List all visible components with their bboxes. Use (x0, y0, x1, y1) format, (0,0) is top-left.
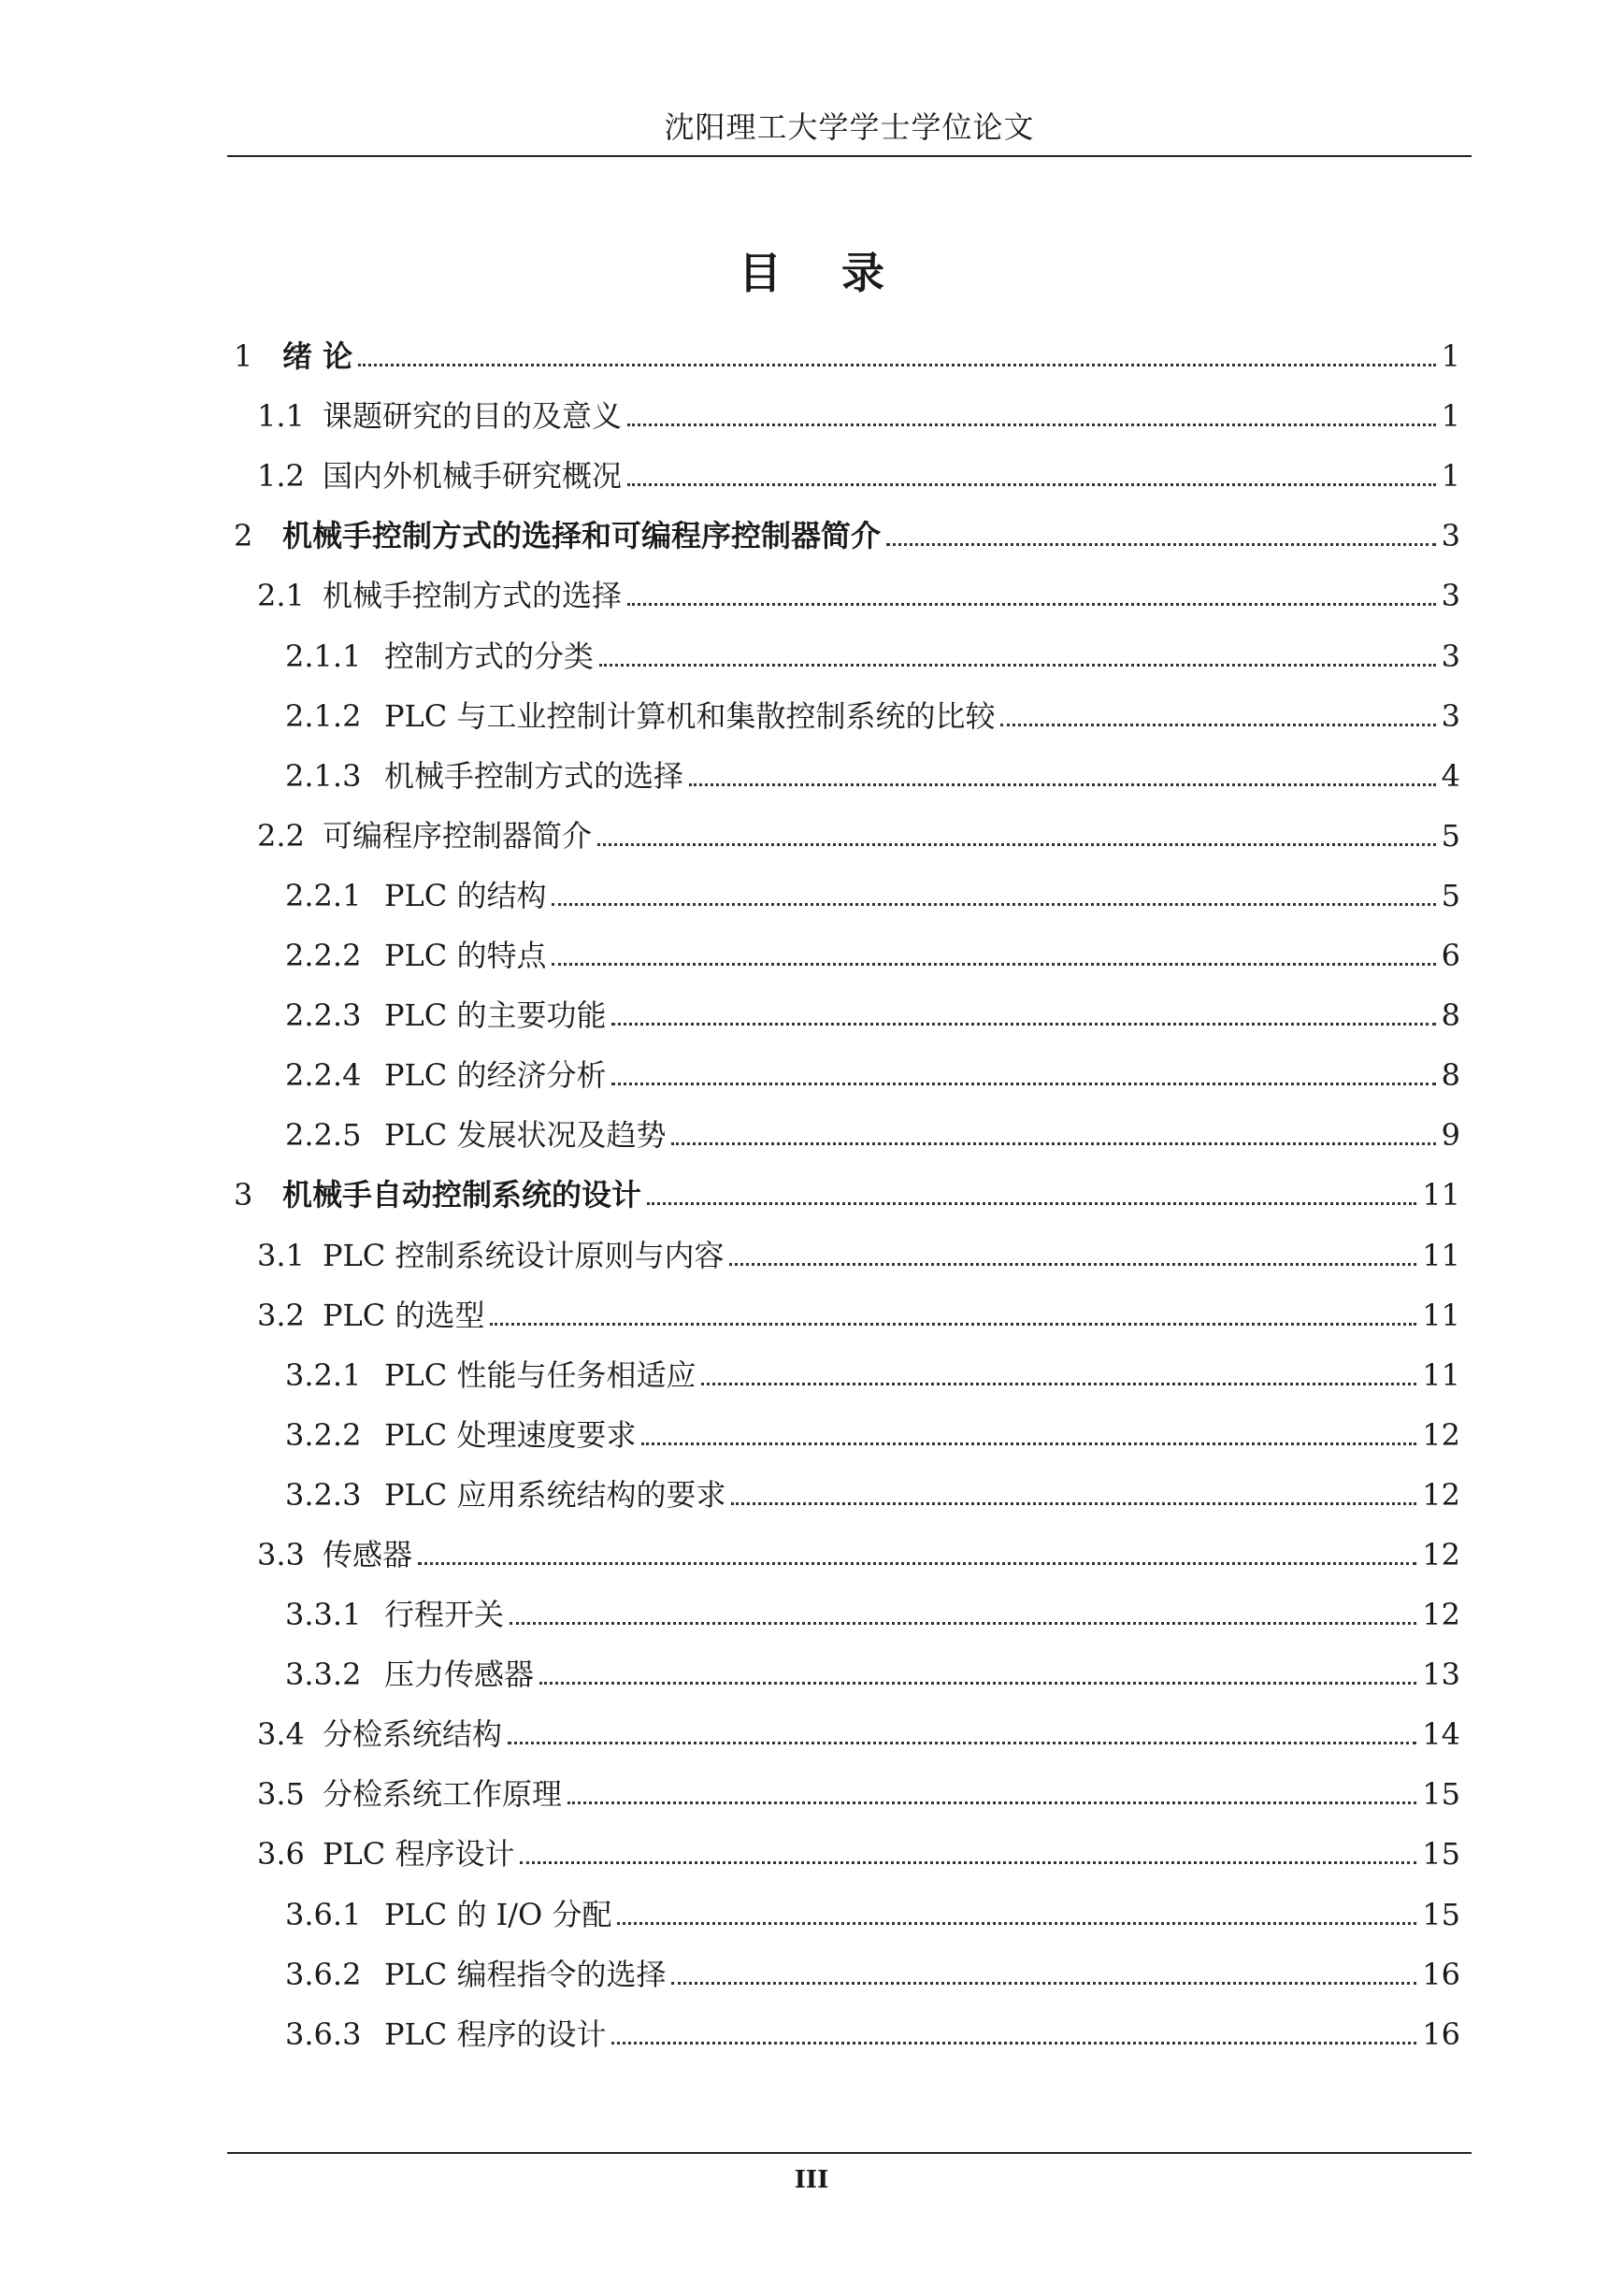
toc-dot-leader (729, 1263, 1416, 1266)
toc-entry[interactable] (234, 334, 1460, 379)
toc-dot-leader (418, 1562, 1416, 1565)
toc-entry-title: 分检系统工作原理 (323, 1776, 563, 1812)
toc-entry-page: 15 (1422, 1776, 1460, 1812)
toc-entry-number: 2 (234, 518, 253, 553)
toc-entry-number: 2.2 (257, 818, 305, 854)
toc-entry-page: 3 (1441, 639, 1460, 674)
toc-entry-title: 传感器 (323, 1537, 413, 1572)
toc-entry-number: 2.1.3 (285, 758, 362, 794)
toc-entry[interactable] (257, 453, 1460, 498)
toc-entry[interactable] (285, 1952, 1460, 1997)
toc-dot-leader (627, 423, 1436, 426)
toc-dot-leader (701, 1383, 1416, 1385)
toc-dot-leader (490, 1323, 1416, 1326)
toc-entry-page: 13 (1422, 1657, 1460, 1692)
toc-dot-leader (1000, 724, 1435, 726)
toc-entry-number: 3.3 (257, 1537, 305, 1572)
toc-entry-page: 1 (1441, 398, 1460, 434)
toc-entry-title: 机械手控制方式的选择 (323, 578, 623, 613)
toc-entry-page: 1 (1441, 338, 1460, 374)
toc-entry-number: 2.2.2 (285, 938, 362, 973)
toc-entry-number: 2.2.3 (285, 997, 362, 1033)
toc-dot-leader (689, 783, 1436, 786)
toc-entry-page: 12 (1422, 1417, 1460, 1453)
toc-entry-title: PLC 的结构 (384, 878, 547, 913)
toc-entry-page: 15 (1422, 1836, 1460, 1872)
toc-entry[interactable] (285, 634, 1460, 679)
toc-dot-leader (520, 1861, 1416, 1864)
toc-entry-page: 3 (1441, 698, 1460, 734)
toc-dot-leader (671, 1142, 1435, 1145)
toc-entry-number: 3.2 (257, 1298, 305, 1333)
toc-dot-leader (647, 1202, 1416, 1205)
toc-entry-number: 3.6.1 (285, 1897, 362, 1932)
toc-entry-page: 1 (1441, 458, 1460, 494)
toc-entry[interactable] (285, 873, 1460, 918)
toc-entry-number: 2.1.1 (285, 639, 362, 674)
toc-dot-leader (611, 2042, 1416, 2045)
toc-entry-title: 机械手控制方式的选择和可编程序控制器简介 (282, 518, 882, 553)
toc-entry[interactable] (257, 1293, 1460, 1338)
toc-entry-number: 1 (234, 338, 253, 374)
toc-entry-title: PLC 程序设计 (323, 1836, 515, 1872)
toc-entry-page: 14 (1422, 1716, 1460, 1752)
toc-entry-page: 12 (1422, 1477, 1460, 1513)
toc-entry-number: 3.6.3 (285, 2016, 362, 2052)
toc-entry-title: PLC 性能与任务相适应 (384, 1357, 697, 1393)
toc-entry[interactable] (234, 513, 1460, 558)
toc-dot-leader (552, 963, 1435, 966)
toc-entry[interactable] (257, 1831, 1460, 1876)
toc-entry-number: 3.6.2 (285, 1957, 362, 1992)
toc-entry[interactable] (285, 694, 1460, 739)
toc-entry-title: 绪 论 (282, 338, 353, 374)
toc-entry-number: 2.1 (257, 578, 305, 613)
toc-dot-leader (641, 1442, 1416, 1445)
toc-entry-page: 12 (1422, 1537, 1460, 1572)
toc-entry-title: 可编程序控制器简介 (323, 818, 593, 854)
toc-entry[interactable] (285, 993, 1460, 1038)
toc-entry-title: PLC 程序的设计 (384, 2016, 607, 2052)
toc-entry-title: PLC 编程指令的选择 (384, 1957, 667, 1992)
header-rule (227, 155, 1472, 157)
toc-entry[interactable] (257, 1532, 1460, 1577)
toc-entry-page: 9 (1441, 1117, 1460, 1153)
toc-entry-page: 4 (1441, 758, 1460, 794)
toc-entry-title: PLC 的主要功能 (384, 997, 607, 1033)
toc-entry[interactable] (285, 2012, 1460, 2057)
toc-dot-leader (508, 1742, 1416, 1744)
toc-entry-title: 分检系统结构 (323, 1716, 503, 1752)
toc-entry-title: PLC 处理速度要求 (384, 1417, 637, 1453)
toc-entry-number: 2.2.5 (285, 1117, 362, 1153)
toc-entry[interactable] (234, 1172, 1460, 1217)
toc-entry-number: 3.5 (257, 1776, 305, 1812)
toc-dot-leader (510, 1622, 1416, 1625)
toc-dot-leader (611, 1023, 1435, 1026)
toc-entry[interactable] (285, 753, 1460, 798)
toc-entry-title: 课题研究的目的及意义 (323, 398, 623, 434)
toc-entry-number: 2.1.2 (285, 698, 362, 734)
toc-entry-page: 15 (1422, 1897, 1460, 1932)
toc-entry-number: 1.2 (257, 458, 305, 494)
toc-entry-title: 控制方式的分类 (384, 639, 595, 674)
toc-entry-page: 11 (1422, 1298, 1460, 1333)
toc-entry-page: 11 (1422, 1238, 1460, 1273)
toc-entry-page: 5 (1441, 878, 1460, 913)
footer-rule (227, 2152, 1472, 2154)
toc-dot-leader (539, 1682, 1416, 1685)
toc-entry-number: 3.3.1 (285, 1597, 362, 1632)
toc-entry-title: 压力传感器 (384, 1657, 535, 1692)
toc-entry-title: 行程开关 (384, 1597, 505, 1632)
toc-dot-leader (611, 1083, 1435, 1085)
toc-entry-page: 8 (1441, 997, 1460, 1033)
toc-entry-number: 3.2.1 (285, 1357, 362, 1393)
toc-entry[interactable] (285, 1353, 1460, 1398)
toc-entry-title: PLC 的特点 (384, 938, 547, 973)
toc-entry[interactable] (285, 1053, 1460, 1098)
toc-entry-page: 16 (1422, 1957, 1460, 1992)
toc-dot-leader (731, 1502, 1416, 1505)
toc-dot-leader (617, 1922, 1416, 1925)
toc-entry[interactable] (285, 933, 1460, 978)
toc-entry[interactable] (285, 1592, 1460, 1637)
toc-dot-leader (886, 543, 1436, 546)
toc-entry-number: 3.1 (257, 1238, 305, 1273)
running-header: 沈阳理工大学学士学位论文 (664, 109, 1035, 145)
toc-entry-title: PLC 控制系统设计原则与内容 (323, 1238, 725, 1273)
toc-entry-title: 机械手自动控制系统的设计 (282, 1177, 642, 1213)
toc-entry-number: 3.2.3 (285, 1477, 362, 1513)
toc-entry-page: 3 (1441, 578, 1460, 613)
toc-entry-number: 3.6 (257, 1836, 305, 1872)
toc-dot-leader (599, 664, 1436, 667)
toc-entry[interactable] (285, 1892, 1460, 1937)
toc-entry-title: PLC 的经济分析 (384, 1057, 607, 1093)
toc-entry-title: PLC 应用系统结构的要求 (384, 1477, 726, 1513)
toc-entry-page: 16 (1422, 2016, 1460, 2052)
toc-entry-page: 3 (1441, 518, 1460, 553)
toc-title: 目 录 (738, 248, 907, 298)
toc-entry-number: 3.3.2 (285, 1657, 362, 1692)
toc-entry[interactable] (257, 394, 1460, 438)
toc-entry[interactable] (285, 1413, 1460, 1457)
toc-entry-number: 3 (234, 1177, 253, 1213)
toc-entry-page: 5 (1441, 818, 1460, 854)
toc-entry[interactable] (257, 1712, 1460, 1757)
toc-dot-leader (671, 1982, 1416, 1985)
toc-dot-leader (627, 603, 1436, 606)
page-number: III (794, 2166, 829, 2194)
toc-dot-leader (597, 843, 1436, 846)
toc-entry[interactable] (257, 1772, 1460, 1816)
toc-entry-page: 11 (1422, 1177, 1460, 1213)
toc-entry-number: 3.2.2 (285, 1417, 362, 1453)
toc-entry-page: 8 (1441, 1057, 1460, 1093)
toc-entry-number: 2.2.1 (285, 878, 362, 913)
toc-entry-title: PLC 发展状况及趋势 (384, 1117, 667, 1153)
toc-entry[interactable] (285, 1472, 1460, 1517)
toc-entry-title: 机械手控制方式的选择 (384, 758, 684, 794)
toc-entry-title: 国内外机械手研究概况 (323, 458, 623, 494)
toc-dot-leader (552, 903, 1435, 906)
toc-entry-page: 12 (1422, 1597, 1460, 1632)
toc-entry[interactable] (257, 1233, 1460, 1278)
toc-dot-leader (358, 364, 1435, 366)
toc-dot-leader (567, 1801, 1416, 1804)
toc-entry[interactable] (285, 1652, 1460, 1697)
toc-entry-number: 1.1 (257, 398, 305, 434)
toc-entry-title: PLC 的选型 (323, 1298, 485, 1333)
toc-entry-page: 11 (1422, 1357, 1460, 1393)
toc-entry-title: PLC 与工业控制计算机和集散控制系统的比较 (384, 698, 996, 734)
toc-entry[interactable] (257, 813, 1460, 858)
toc-entry[interactable] (285, 1112, 1460, 1157)
toc-dot-leader (627, 483, 1436, 486)
toc-entry-page: 6 (1441, 938, 1460, 973)
toc-entry[interactable] (257, 573, 1460, 618)
toc-entry-title: PLC 的 I/O 分配 (384, 1897, 612, 1932)
toc-entry-number: 3.4 (257, 1716, 305, 1752)
toc-entry-number: 2.2.4 (285, 1057, 362, 1093)
